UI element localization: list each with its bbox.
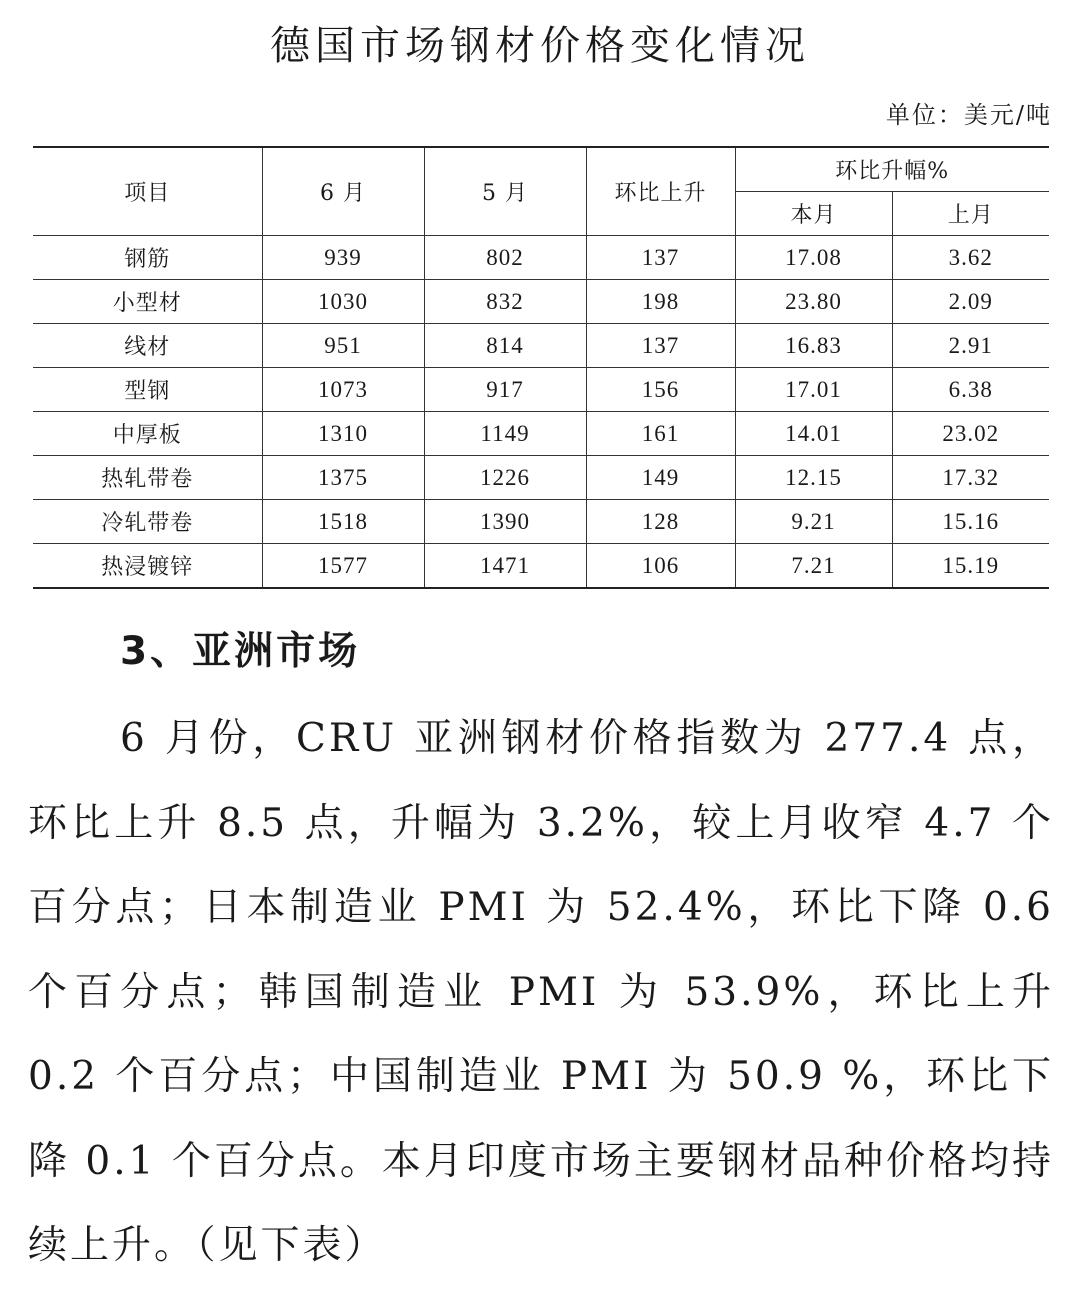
this-month-pct: 14.01 [735,412,892,456]
june-value: 1073 [262,368,424,412]
germany-steel-price-table [33,146,1049,589]
last-month-pct: 3.62 [892,236,1049,280]
last-month-pct: 23.02 [892,412,1049,456]
this-month-pct: 17.01 [735,368,892,412]
may-value: 1226 [424,456,586,500]
table-row [33,500,1049,544]
may-value: 814 [424,324,586,368]
last-month-pct: 15.19 [892,544,1049,589]
item-name: 小型材 [33,280,262,324]
table-row [33,544,1049,589]
table-row [33,456,1049,500]
mom-increase-value: 161 [586,412,735,456]
mom-increase-value: 128 [586,500,735,544]
mom-increase-value: 137 [586,324,735,368]
header-mom-increase: 环比上升 [586,147,735,236]
last-month-pct: 2.09 [892,280,1049,324]
may-value: 917 [424,368,586,412]
june-value: 1577 [262,544,424,589]
header-mom-pct: 环比升幅% [735,147,1049,192]
document-title: 德国市场钢材价格变化情况 [270,23,810,69]
item-name: 热浸镀锌 [33,544,262,589]
item-name: 中厚板 [33,412,262,456]
may-value: 832 [424,280,586,324]
header-may: 5 月 [424,147,586,236]
header-this-month: 本月 [735,192,892,236]
june-value: 951 [262,324,424,368]
may-value: 1149 [424,412,586,456]
june-value: 1310 [262,412,424,456]
item-name: 冷轧带卷 [33,500,262,544]
item-name: 线材 [33,324,262,368]
this-month-pct: 16.83 [735,324,892,368]
mom-increase-value: 149 [586,456,735,500]
item-name: 热轧带卷 [33,456,262,500]
table-row [33,280,1049,324]
this-month-pct: 12.15 [735,456,892,500]
table-row [33,412,1049,456]
this-month-pct: 9.21 [735,500,892,544]
header-june: 6 月 [262,147,424,236]
june-value: 1030 [262,280,424,324]
this-month-pct: 7.21 [735,544,892,589]
may-value: 1390 [424,500,586,544]
section-heading: 3、亚洲市场 [120,629,361,674]
unit-label: 单位：美元/吨 [885,101,1052,129]
this-month-pct: 23.80 [735,280,892,324]
mom-increase-value: 156 [586,368,735,412]
section-paragraph: 6 月份，CRU 亚洲钢材价格指数为 277.4 点，环比上升 8.5 点，升幅为 3.2%，较上月收窄 4.7 个百分点；日本制造业 PMI 为 52.4%，环比下降 0.6 个百分点；韩国制造业 PMI 为 53.9%，环比上升 0.2 个百分点；中国制造业 PMI 为 50.9 %，环比下降 0.1 个百分点。本月印度市场主要钢材品种价格均持续上升。（见下表） [28,716,1054,1268]
june-value: 1518 [262,500,424,544]
mom-increase-value: 106 [586,544,735,589]
header-item: 项目 [33,147,262,236]
item-name: 型钢 [33,368,262,412]
item-name: 钢筋 [33,236,262,280]
may-value: 802 [424,236,586,280]
june-value: 1375 [262,456,424,500]
table-row [33,368,1049,412]
last-month-pct: 17.32 [892,456,1049,500]
header-last-month: 上月 [892,192,1049,236]
table-body [33,236,1049,589]
table-header-row [33,147,1049,192]
june-value: 939 [262,236,424,280]
mom-increase-value: 198 [586,280,735,324]
last-month-pct: 15.16 [892,500,1049,544]
table-row [33,324,1049,368]
mom-increase-value: 137 [586,236,735,280]
may-value: 1471 [424,544,586,589]
last-month-pct: 6.38 [892,368,1049,412]
last-month-pct: 2.91 [892,324,1049,368]
this-month-pct: 17.08 [735,236,892,280]
table-row [33,236,1049,280]
